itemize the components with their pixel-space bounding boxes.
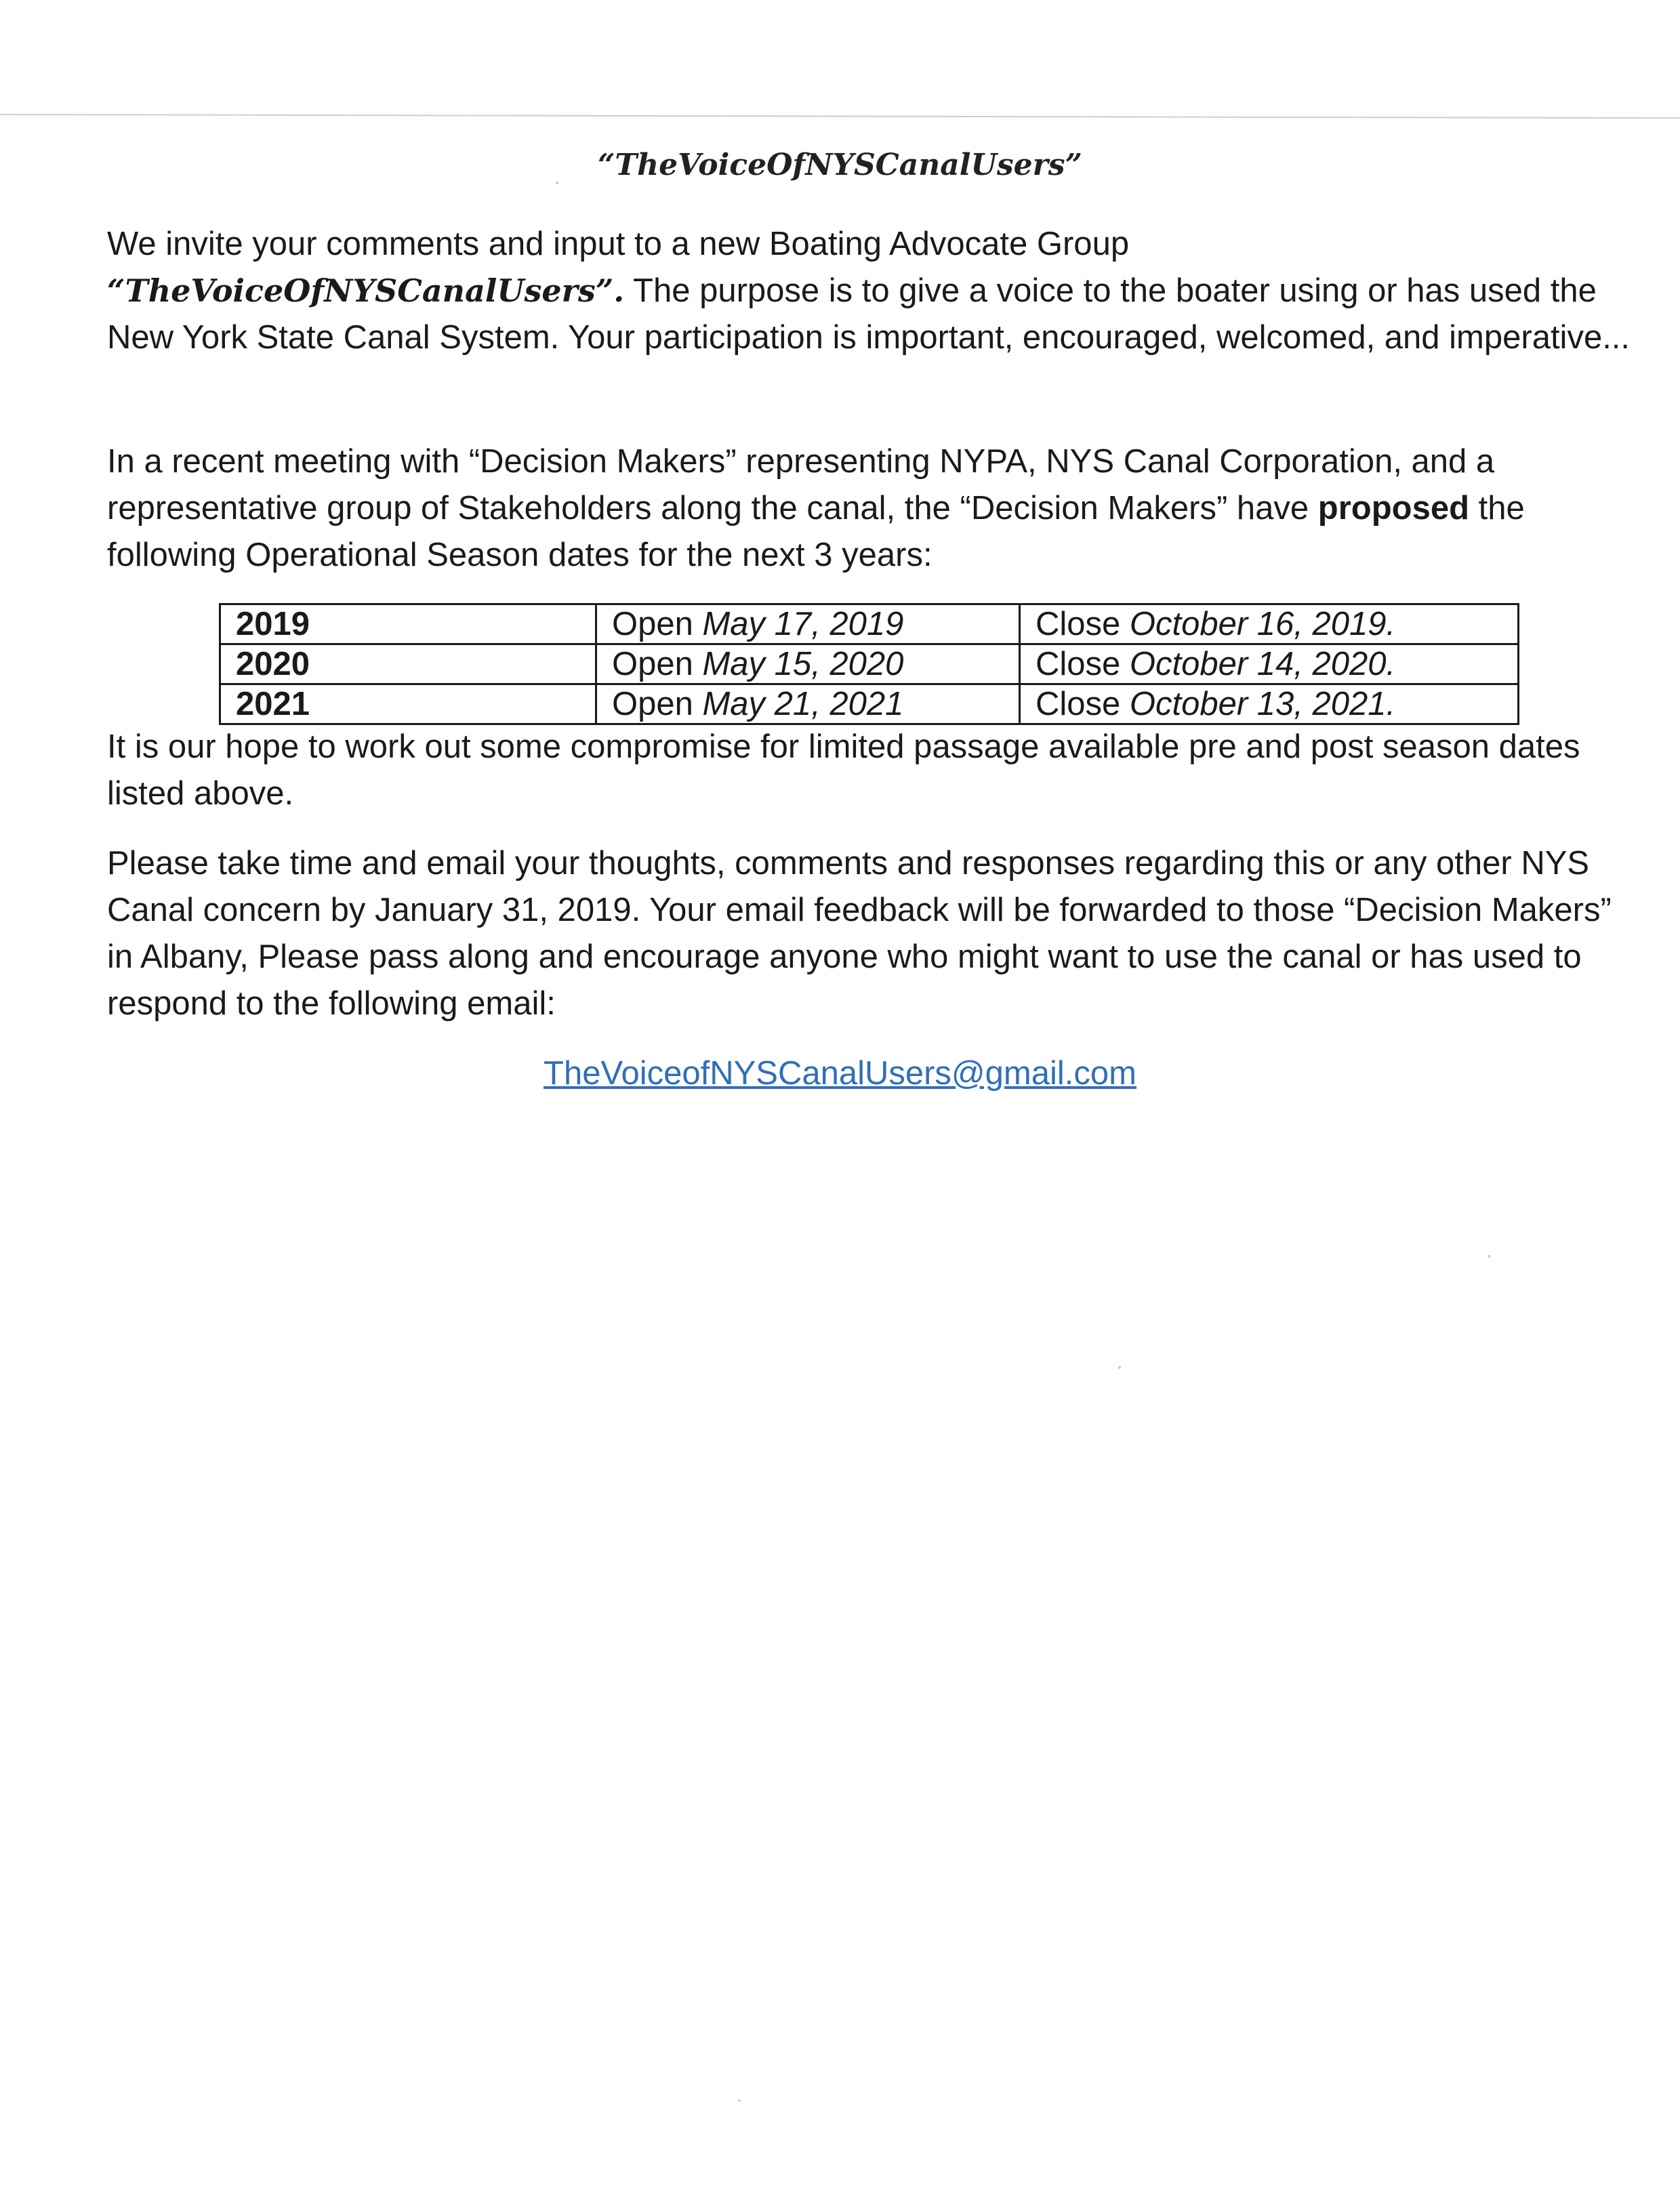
season-close (1020, 604, 1519, 644)
compromise-paragraph: It is our hope to work out some compromise for limited passage available pre and post season dates listed above. (107, 728, 1580, 812)
close-label: Close (1036, 686, 1130, 722)
table-row (220, 684, 1519, 724)
close-label: Close (1036, 646, 1130, 682)
open-date: May 15, 2020 (702, 646, 904, 682)
season-close (1020, 644, 1519, 684)
scan-speck (556, 182, 558, 184)
close-date: October 13, 2021. (1129, 686, 1396, 722)
season-year: 2020 (220, 644, 596, 684)
season-year: 2021 (220, 684, 596, 724)
open-date: May 17, 2019 (702, 606, 904, 642)
season-dates-table (219, 603, 1519, 725)
table-row (220, 644, 1519, 684)
season-open (596, 604, 1020, 644)
open-label: Open (612, 686, 703, 722)
season-open (596, 644, 1020, 684)
meeting-text: In a recent meeting with “Decision Makers” representing NYPA, NYS Canal Corporation, and a representative group of Stakeholders along the canal, the “Decision Makers” have (107, 443, 1495, 527)
season-year: 2019 (220, 604, 596, 644)
close-date: October 16, 2019. (1129, 606, 1396, 642)
intro-text: We invite your comments and input to a new Boating Advocate Group (107, 226, 1130, 262)
season-close (1020, 684, 1519, 724)
group-name: “TheVoiceOfNYSCanalUsers”. (107, 272, 625, 309)
open-label: Open (612, 606, 703, 642)
top-rule (0, 114, 1680, 119)
scan-speck (1488, 1255, 1490, 1258)
intro-purpose-text: The purpose is to give a voice to the boater using or has used the New York State Canal System. Your participation is important, encouraged, welcomed, and imperative... (107, 272, 1631, 356)
proposed-emphasis: proposed (1317, 490, 1470, 527)
scan-speck (738, 2099, 741, 2102)
close-date: October 14, 2020. (1129, 646, 1396, 682)
close-label: Close (1036, 606, 1130, 642)
open-date: May 21, 2021 (702, 686, 904, 722)
open-label: Open (612, 646, 703, 682)
table-row (220, 604, 1519, 644)
intro-paragraph (107, 221, 1632, 361)
meeting-text-end: the following Operational Season dates for the next 3 years: (107, 490, 1525, 573)
document-title: “TheVoiceOfNYSCanalUsers” (598, 148, 1082, 182)
email-link-row (0, 1050, 1680, 1097)
season-open (596, 684, 1020, 724)
meeting-paragraph (107, 438, 1632, 579)
feedback-paragraph: Please take time and email your thoughts, comments and responses regarding this or any other NYS Canal concern by January 31, 2019. Your email feedback will be forwarded to those “Decision Makers” in Albany, Please pass along and encourage anyone who might want to use the canal or has used to respond to the following email: (107, 845, 1612, 1022)
scan-speck (1118, 1366, 1121, 1369)
email-link[interactable]: TheVoiceofNYSCanalUsers@gmail.com (544, 1055, 1136, 1092)
